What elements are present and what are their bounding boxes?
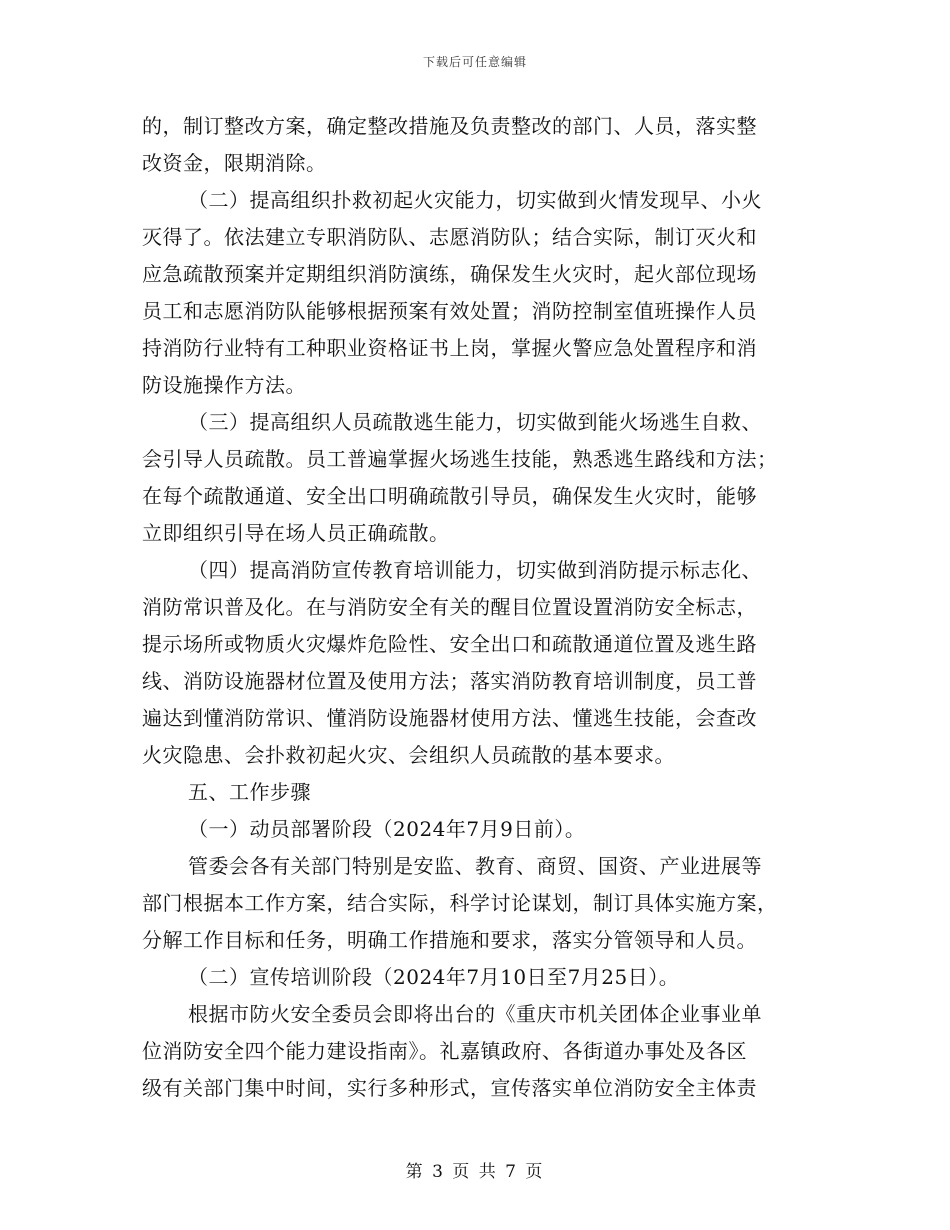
paragraph-start-line: 管委会各有关部门特别是安监、教育、商贸、国资、产业进展等 [188,854,762,878]
text-line: 消防常识普及化。在与消防安全有关的醒目位置设置消防安全标志， [142,595,757,619]
text-line: 立即组织引导在场人员正确疏散。 [142,521,450,545]
text-line: 防设施操作方法。 [142,373,306,397]
page-footer: 第 3 页 共 7 页 [405,1162,545,1182]
section-heading: 五、工作步骤 [188,780,311,804]
text-line: 会引导人员疏散。员工普遍掌握火场逃生技能，熟悉逃生路线和方法； [142,447,778,471]
text-line: 部门根据本工作方案，结合实际，科学讨论谋划，制订具体实施方案， [142,891,778,915]
subsection-heading: （一）动员部署阶段（2024年7月9日前）。 [188,817,586,841]
paragraph-start-line: （三）提高组织人员疏散逃生能力，切实做到能火场逃生自救、 [188,410,762,434]
paragraph-start-line: （二）提高组织扑救初起火灾能力，切实做到火情发现早、小火 [188,188,762,212]
text-line: 改资金，限期消除。 [142,151,327,175]
text-line: 分解工作目标和任务，明确工作措施和要求，落实分管领导和人员。 [142,928,757,952]
text-line: 在每个疏散通道、安全出口明确疏散引导员，确保发生火灾时，能够 [142,484,757,508]
text-line: 线、消防设施器材位置及使用方法；落实消防教育培训制度，员工普 [142,669,757,693]
document-body [142,108,810,1107]
text-line: 火灾隐患、会扑救初起火灾、会组织人员疏散的基本要求。 [142,743,675,767]
paragraph-start-line: 根据市防火安全委员会即将出台的《重庆市机关团体企业事业单 [188,1002,762,1026]
text-line: 的，制订整改方案，确定整改措施及负责整改的部门、人员，落实整 [142,114,757,138]
text-line: 持消防行业特有工种职业资格证书上岗，掌握火警应急处置程序和消 [142,336,757,360]
text-line: 位消防安全四个能力建设指南》。礼嘉镇政府、各街道办事处及各区 [142,1039,747,1063]
subsection-heading: （二）宣传培训阶段（2024年7月10日至7月25日）。 [188,965,680,989]
page-header: 下载后可任意编辑 [422,55,527,69]
text-line: 遍达到懂消防常识、懂消防设施器材使用方法、懂逃生技能，会查改 [142,706,757,730]
text-line: 应急疏散预案并定期组织消防演练，确保发生火灾时，起火部位现场 [142,262,757,286]
text-line: 提示场所或物质火灾爆炸危险性、安全出口和疏散通道位置及逃生路 [142,632,757,656]
paragraph-start-line: （四）提高消防宣传教育培训能力，切实做到消防提示标志化、 [188,558,762,582]
text-line: 级有关部门集中时间，实行多种形式，宣传落实单位消防安全主体责 [142,1076,757,1100]
text-line: 员工和志愿消防队能够根据预案有效处置；消防控制室值班操作人员 [142,299,757,323]
text-line: 灭得了。依法建立专职消防队、志愿消防队；结合实际，制订灭火和 [142,225,757,249]
